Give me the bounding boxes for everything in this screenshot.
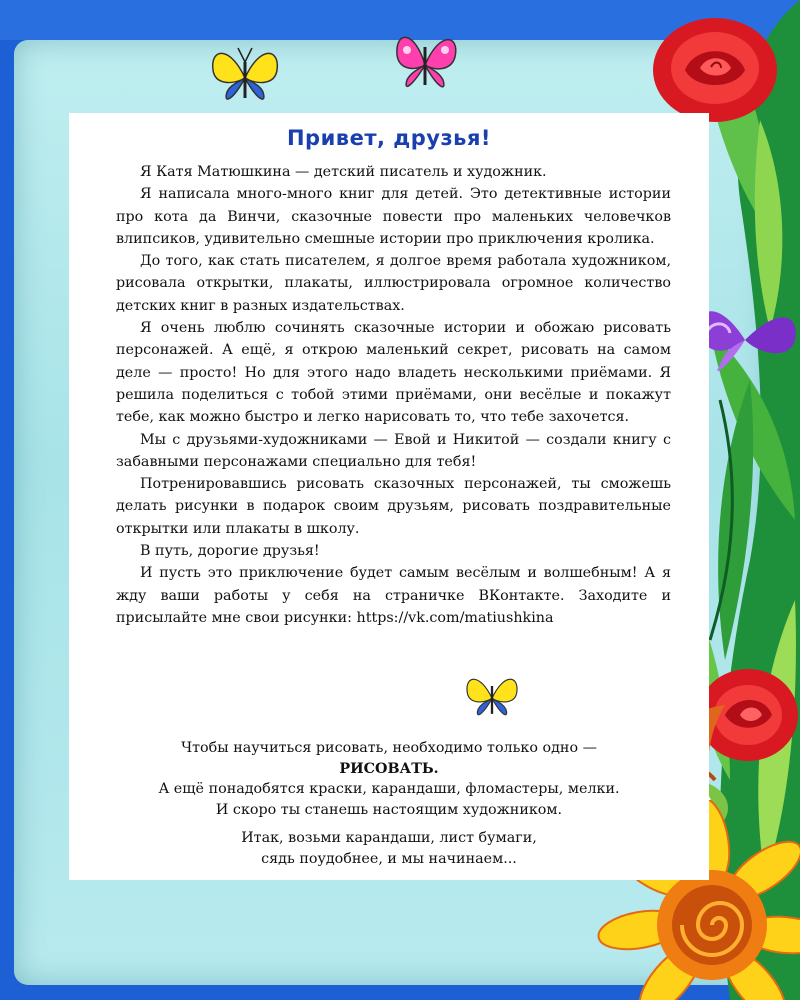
pink-butterfly-icon <box>385 25 465 100</box>
yellow-butterfly-icon <box>205 40 285 110</box>
closing-line: Итак, возьми карандаши, лист бумаги, <box>241 830 537 846</box>
article-body <box>116 161 671 629</box>
paragraph: Я написала много-много книг для детей. Это детективные истории про кота да Винчи, сказочные повести про маленьких человечков влипсиков, удивительно смешные истории про приключения кролика. <box>116 186 671 247</box>
paragraph: В путь, дорогие друзья! <box>140 543 320 560</box>
closing-line: сядь поудобнее, и мы начинаем... <box>261 850 517 867</box>
paragraph: И пусть это приключение будет самым весёлым и волшебным! А я жду ваши работы у себя на страничке ВКонтакте. Заходите и присылайте мне свои рисунки: https://vk.com/matiushkina <box>116 565 671 626</box>
red-rose-icon <box>645 10 785 130</box>
closing-line: А ещё понадобятся краски, карандаши, фломастеры, мелки. <box>158 781 620 797</box>
closing-line: И скоро ты станешь настоящим художником. <box>215 801 563 818</box>
paragraph: Я очень люблю сочинять сказочные истории и обожаю рисовать персонажей. А ещё, я открою маленький секрет, рисовать на самом деле — просто! Но для этого надо владеть несколькими приёмами. Я решила поделиться с тобой этими приёмами, они весёлые и покажут тебе, как можно быстро и легко нарисовать то, что тебе захочется. <box>116 320 671 426</box>
paragraph: До того, как стать писателем, я долгое время работала художником, рисовала открытки, плакаты, иллюстрировала огромное количество детских книг в разных издательствах. <box>116 253 671 314</box>
closing-line: Чтобы научиться рисовать, необходимо только одно — <box>181 740 597 756</box>
paragraph: Мы с друзьями-художниками — Евой и Никитой — создали книгу с забавными персонажами специально для тебя! <box>116 431 671 470</box>
yellow-butterfly-icon <box>461 668 523 728</box>
closing-text <box>89 738 689 869</box>
closing-line-bold: РИСОВАТЬ. <box>339 760 439 777</box>
paragraph: Потренировавшись рисовать сказочных персонажей, ты сможешь делать рисунки в подарок своим друзьям, рисовать поздравительные открытки или плакаты в школу. <box>116 476 671 537</box>
paragraph: Я Катя Матюшкина — детский писатель и художник. <box>140 164 547 180</box>
page-title: Привет, друзья! <box>286 126 492 150</box>
text-page <box>69 113 709 880</box>
